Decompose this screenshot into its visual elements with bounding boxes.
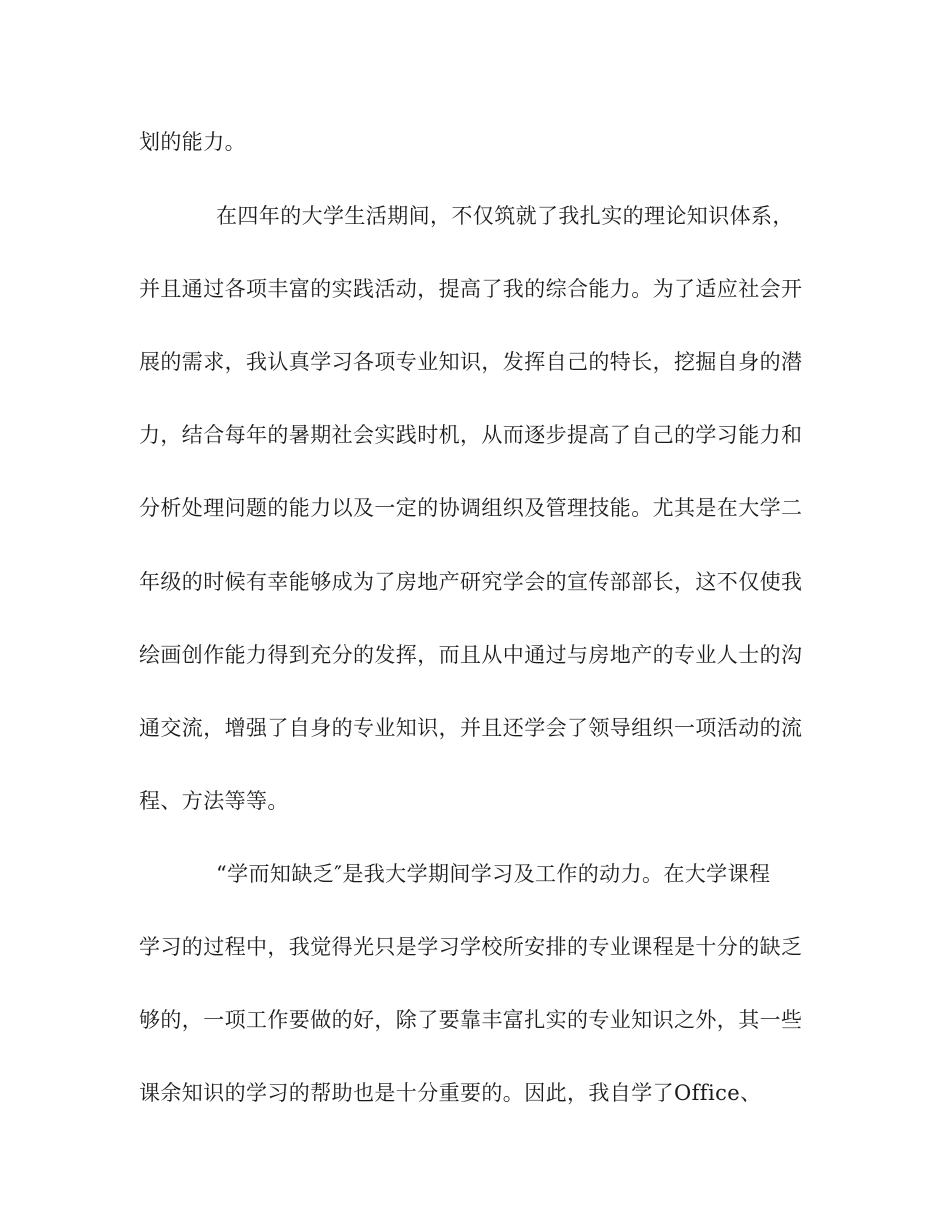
- text-line: 课余知识的学习的帮助也是十分重要的。因此，我自学了Office、: [139, 1081, 762, 1105]
- text-line: 够的，一项工作要做的好，除了要靠丰富扎实的专业知识之外，其一些: [139, 1008, 803, 1032]
- text-line: 力，结合每年的暑期社会实践时机，从而逐步提高了自己的学习能力和: [139, 423, 803, 447]
- text-line: 绘画创作能力得到充分的发挥，而且从中通过与房地产的专业人士的沟: [139, 643, 803, 667]
- text-line: 程、方法等等。: [139, 789, 289, 813]
- text-line: 通交流，增强了自身的专业知识，并且还学会了领导组织一项活动的流: [139, 716, 803, 740]
- paragraph-first-line: “学而知缺乏″是我大学期间学习及工作的动力。在大学课程: [216, 862, 771, 886]
- text-line: 并且通过各项丰富的实践活动，提高了我的综合能力。为了适应社会开: [139, 277, 803, 301]
- text-line: 年级的时候有幸能够成为了房地产研究学会的宣传部部长，这不仅使我: [139, 570, 803, 594]
- text-line: 划的能力。: [139, 130, 246, 154]
- paragraph-first-line: 在四年的大学生活期间，不仅筑就了我扎实的理论知识体系，: [216, 204, 794, 228]
- text-line: 分析处理问题的能力以及一定的协调组织及管理技能。尤其是在大学二: [139, 496, 803, 520]
- text-line: 展的需求，我认真学习各项专业知识，发挥自己的特长，挖掘自身的潜: [139, 350, 803, 374]
- text-line: 学习的过程中，我觉得光只是学习学校所安排的专业课程是十分的缺乏: [139, 935, 803, 959]
